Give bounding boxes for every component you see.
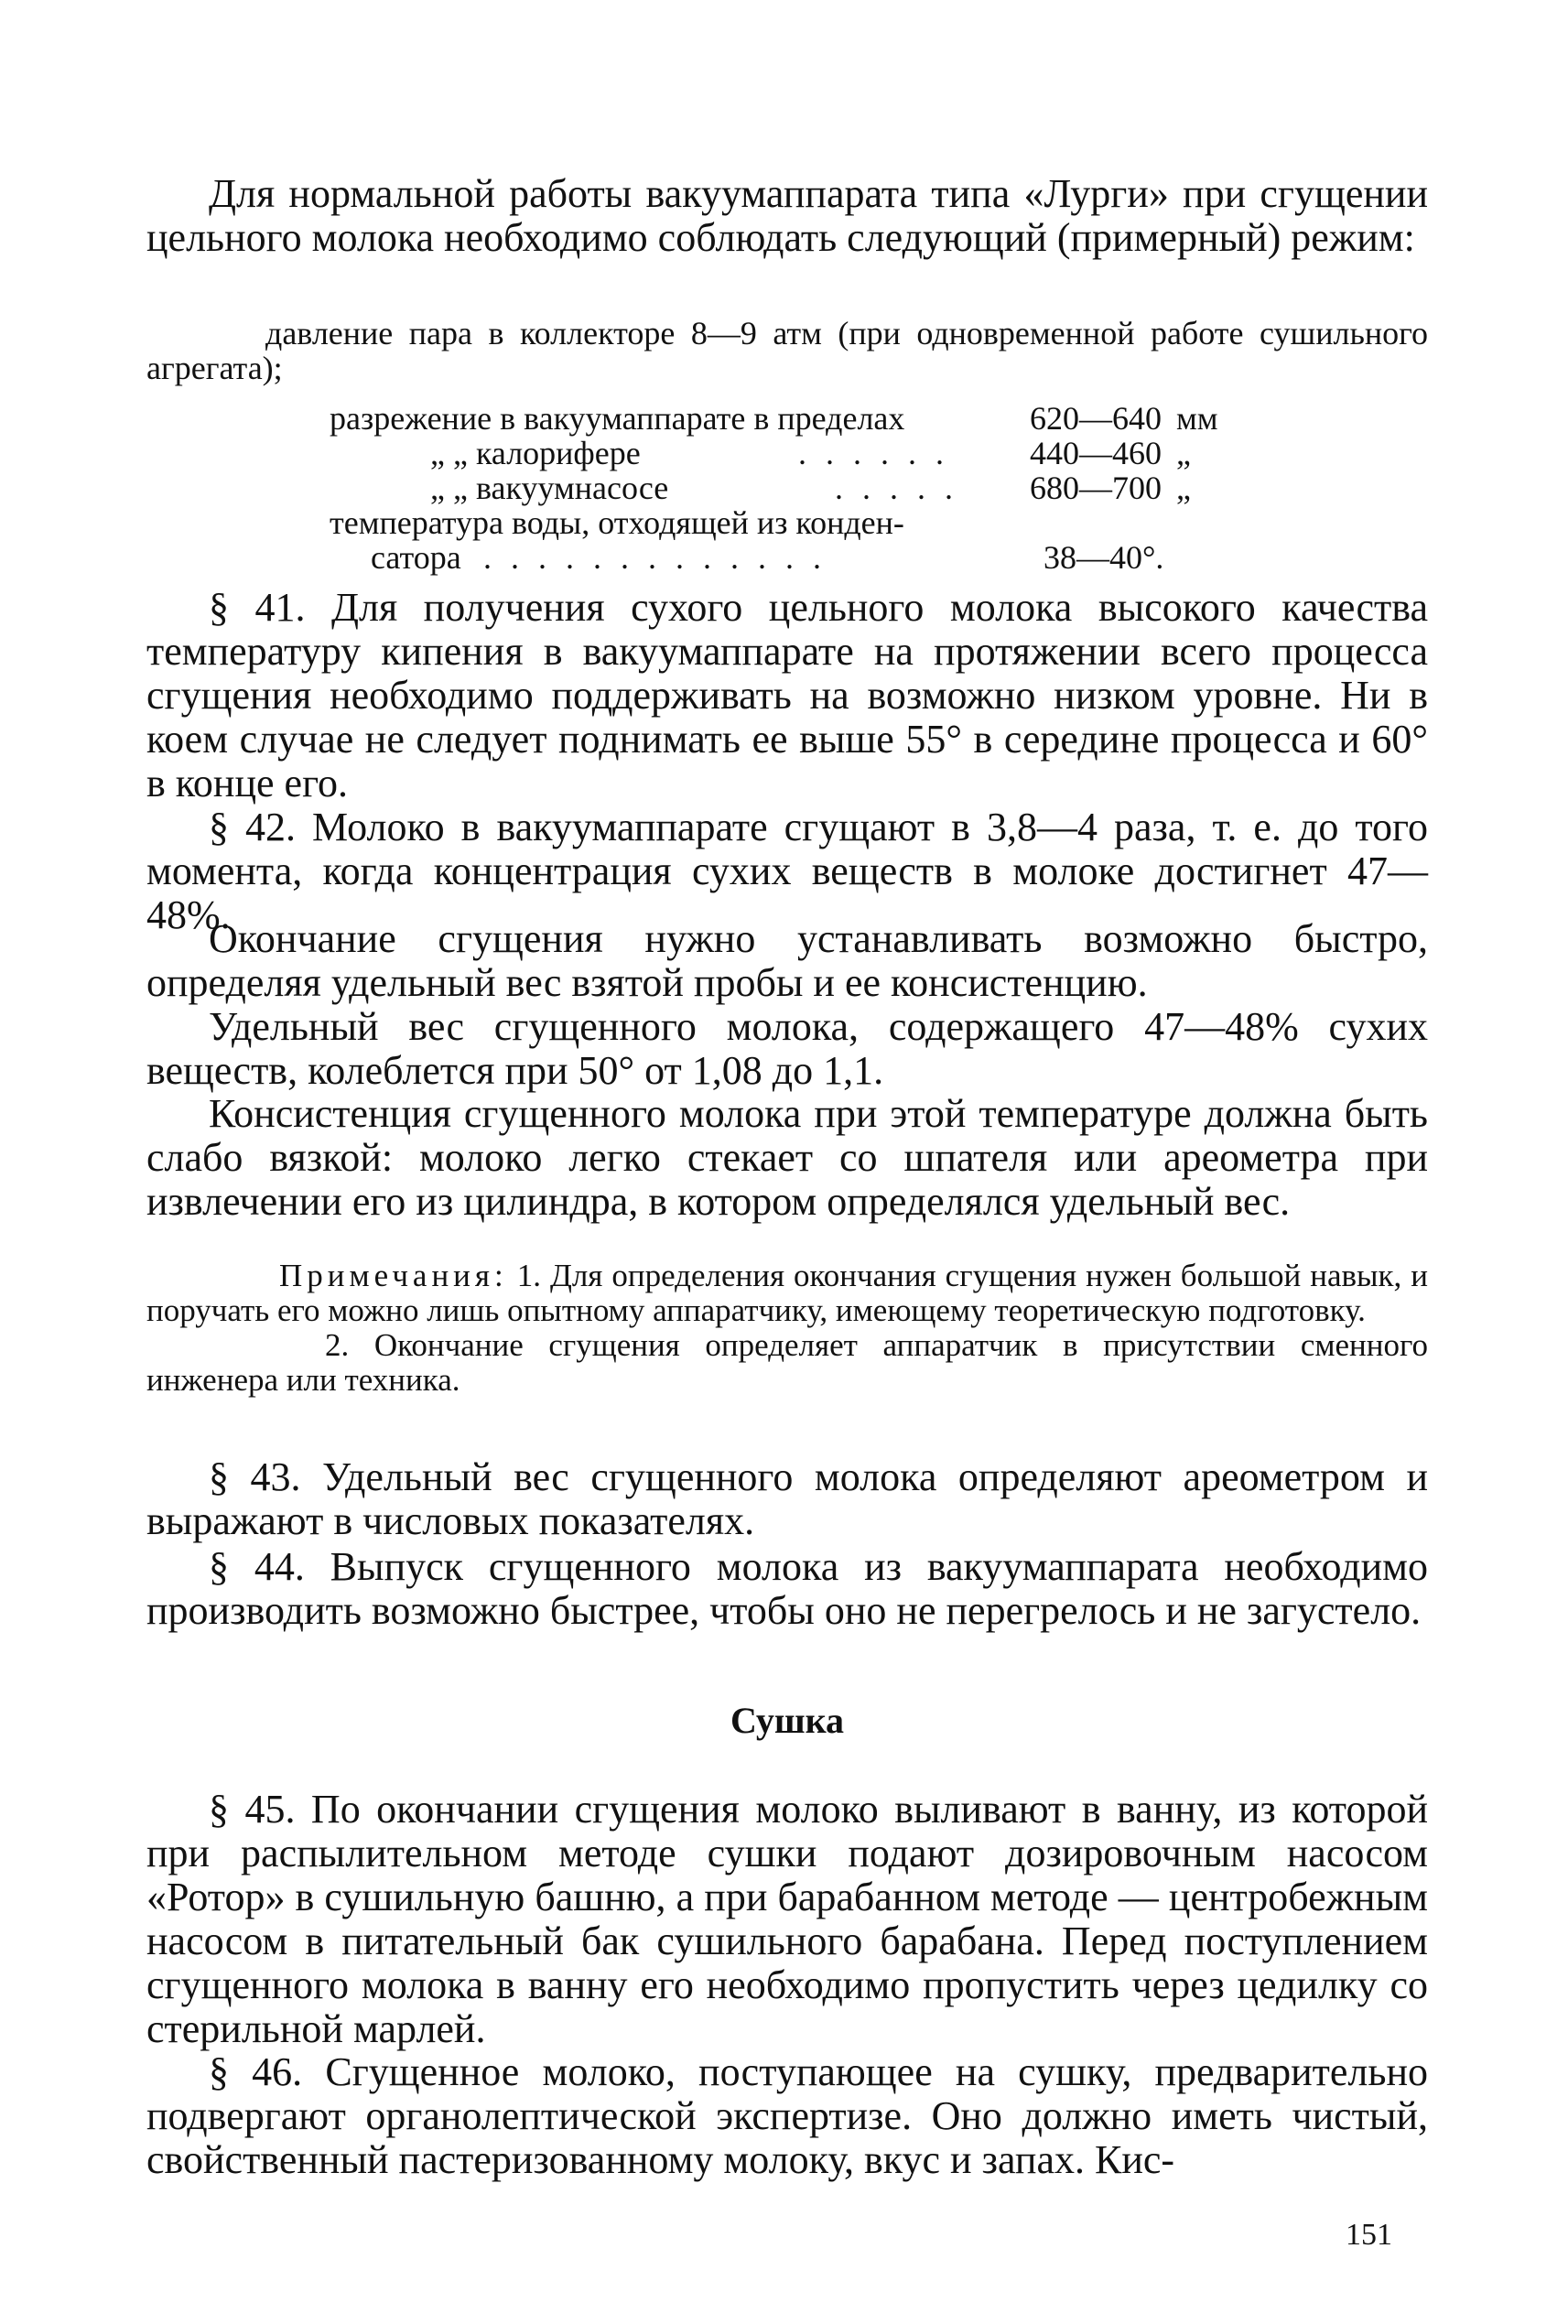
notes-block (146, 1259, 1428, 1398)
paragraph-42c: Удельный вес сгущенного молока, содержащего 47—48% сухих веществ, колеблется при 50° от 1,08 до 1,1. (146, 1004, 1428, 1093)
regime-row (146, 540, 1428, 575)
pressure-line: давление пара в коллекторе 8—9 атм (при одновременной работе сушильного агрегата); (146, 315, 1428, 386)
regime-row (146, 401, 1428, 436)
regime-unit: „ (1176, 435, 1191, 471)
regime-label: „ „ вакуумнасосе (430, 470, 669, 506)
regime-label: „ „ калорифере (430, 435, 641, 471)
regime-value: 680—700 (1030, 470, 1162, 506)
paragraph-41: § 41. Для получения сухого цельного молока высокого качества температуру кипения в вакуумаппарате на протяжении всего процесса сгущения необходимо поддерживать на возможно низком уровне. Ни в коем случае не следует поднимать ее выше 55° в середине процесса и 60° в конце его. (146, 585, 1428, 805)
page-number: 151 (1346, 2218, 1392, 2252)
temp-value: 38—40°. (1044, 539, 1164, 576)
note-2: 2. Окончание сгущения определяет аппаратчик в присутствии сменного инженера или техника. (146, 1327, 1428, 1398)
note-1-text: 1. Для определения окончания сгущения нужен большой навык, и поручать его можно лишь опытному аппаратчику, имеющему теоретическую подготовку. (146, 1258, 1428, 1328)
leader-dots: . . . . . (835, 470, 958, 506)
paragraph-42: § 42. Молоко в вакуумаппарате сгущают в 3,8—4 раза, т. е. до того момента, когда концентрация сухих веществ в молоке достигнет 47—48%. (146, 805, 1428, 937)
regime-value: 620—640 (1030, 400, 1162, 437)
regime-row (146, 436, 1428, 470)
paragraph-44: § 44. Выпуск сгущенного молока из вакуумаппарата необходимо производить возможно быстрее, чтобы оно не перегрелось и не загустело. (146, 1544, 1428, 1633)
leader-dots: . . . . . . . . . . . . . (483, 539, 827, 576)
paragraph-42b: Окончание сгущения нужно устанавливать возможно быстро, определяя удельный вес взятой пробы и ее консистенцию. (146, 916, 1428, 1005)
regime-unit: „ (1176, 470, 1191, 506)
note-1 (146, 1259, 1428, 1328)
regime-row (146, 470, 1428, 505)
regime-row (146, 505, 1428, 540)
temp-label-line1: температура воды, отходящей из конден- (330, 504, 904, 541)
temp-label-line2: сатора (371, 539, 461, 576)
regime-label: разрежение в вакуумаппарате в пределах (330, 400, 905, 437)
paragraph-45: § 45. По окончании сгущения молоко выливают в ванну, из которой при распылительном методе сушки подают дозировочным насосом «Ротор» в сушильную башню, а при барабанном методе — центробежным насосом в питательный бак сушильного барабана. Перед поступлением сгущенного молока в ванну его необходимо пропустить через цедилку со стерильной марлей. (146, 1787, 1428, 2051)
intro-paragraph: Для нормальной работы вакуумаппарата типа «Лурги» при сгущении цельного молока необходимо соблюдать следующий (примерный) режим: (146, 171, 1428, 260)
regime-unit: мм (1176, 400, 1218, 437)
regime-value: 440—460 (1030, 435, 1162, 471)
notes-label: Примечания: (279, 1258, 508, 1293)
section-heading: Сушка (730, 1700, 845, 1741)
paragraph-46: § 46. Сгущенное молоко, поступающее на сушку, предварительно подвергают органолептической экспертизе. Оно должно иметь чистый, свойственный пастеризованному молоку, вкус и запах. Кис- (146, 2049, 1428, 2182)
paragraph-42d: Консистенция сгущенного молока при этой температуре должна быть слабо вязкой: молоко легко стекает со шпателя или ареометра при извлечении его из цилиндра, в котором определялся удельный вес. (146, 1091, 1428, 1224)
leader-dots: . . . . . . (798, 435, 949, 471)
paragraph-43: § 43. Удельный вес сгущенного молока определяют ареометром и выражают в числовых показателях. (146, 1454, 1428, 1543)
